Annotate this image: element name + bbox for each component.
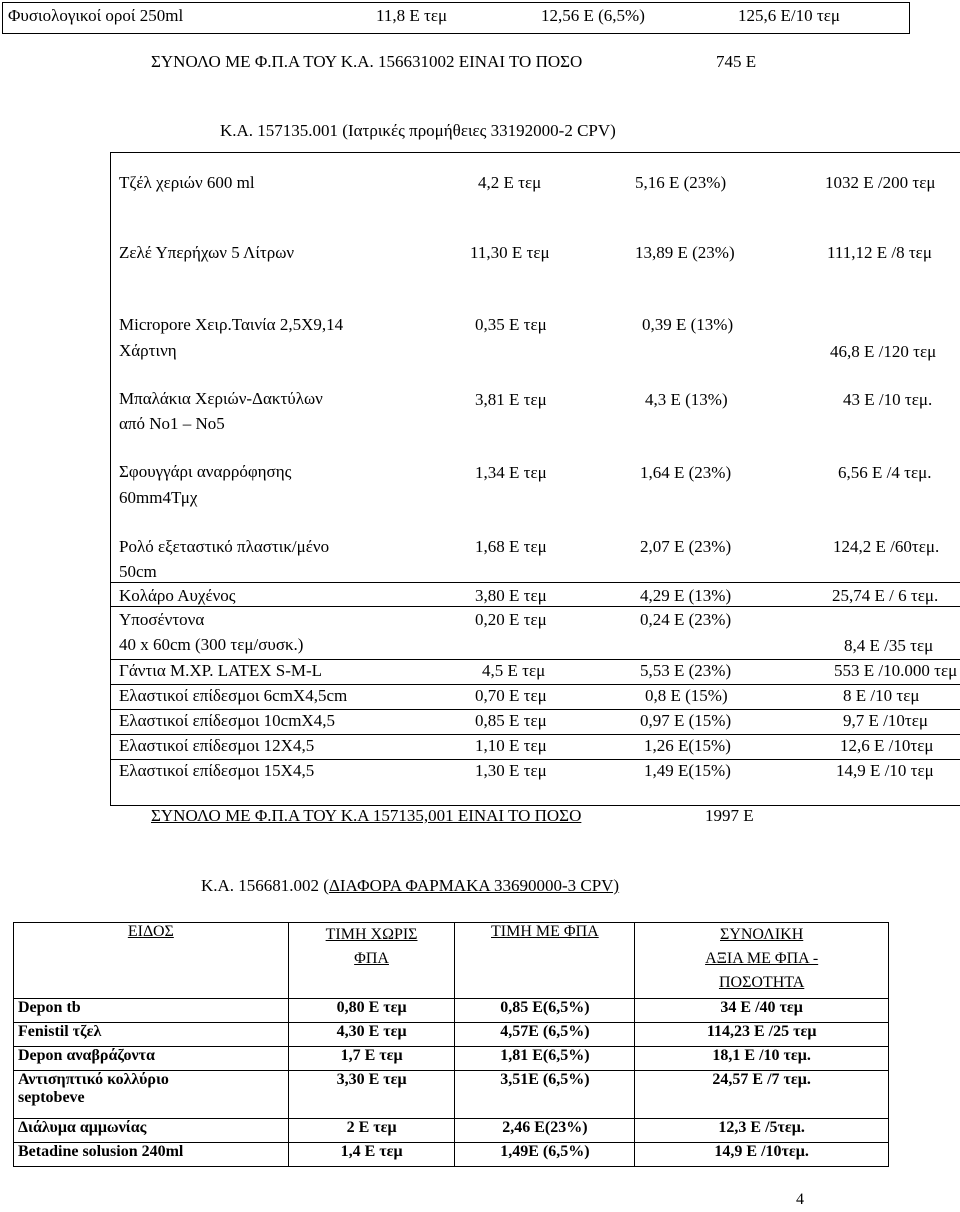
total-line-2-amount: 1997 Ε — [705, 806, 754, 825]
item-name-line-2: 40 x 60cm (300 τεμ/συσκ.) — [119, 635, 304, 654]
total-line-2 — [151, 806, 581, 826]
item-name: Ελαστικοί επίδεσμοι 12Χ4,5 — [119, 736, 315, 755]
table-row — [14, 1119, 889, 1143]
item-vat-price: 1,26 Ε(15%) — [644, 736, 731, 755]
item-name: Τζέλ χεριών 600 ml — [119, 173, 255, 192]
total-line-2-label: ΣΥΝΟΛΟ ΜΕ Φ.Π.Α ΤΟΥ Κ.Α 157135,001 ΕΙΝΑΙ ΤΟ ΠΟΣΟ — [151, 806, 582, 825]
item-name: Ελαστικοί επίδεσμοι 15Χ4,5 — [119, 761, 315, 780]
item-vat-price: 1,64 Ε (23%) — [640, 463, 732, 482]
section-3-heading-underlined: ΔΙΑΦΟΡΑ ΦΑΡΜΑΚΑ 33690000-3 CPV) — [328, 876, 620, 895]
item-name: Υποσέντονα — [119, 610, 205, 629]
header-price-label-2: ΦΠΑ — [354, 950, 389, 967]
drugs-table — [13, 922, 889, 1167]
item-price: 0,20 Ε τεμ — [475, 610, 547, 629]
top-row-vat-price: 12,56 Ε (6,5%) — [541, 6, 645, 25]
item-price: 1,10 Ε τεμ — [475, 736, 547, 755]
item-price: 4,5 Ε τεμ — [482, 661, 546, 680]
item-vat-price: 0,39 Ε (13%) — [642, 315, 734, 334]
item-name: Γάντια Μ.ΧΡ. LATEX S-M-L — [119, 661, 323, 680]
header-total — [635, 923, 889, 999]
page-number: 4 — [796, 1191, 804, 1208]
item-total: 46,8 Ε /120 τεμ — [830, 342, 937, 361]
item-total: 8 Ε /10 τεμ — [843, 686, 920, 705]
item-total: 553 Ε /10.000 τεμ — [834, 661, 958, 680]
header-item-label: ΕΙΔΟΣ — [127, 923, 174, 940]
item-name-line-2: 60mm4Τμχ — [119, 488, 198, 507]
item-total: 6,56 Ε /4 τεμ. — [838, 463, 932, 482]
item-total: 9,7 Ε /10τεμ — [843, 711, 928, 730]
item-vat-price: 4,29 Ε (13%) — [640, 586, 732, 605]
drug-price: 4,30 Ε τεμ — [288, 1023, 455, 1047]
drug-name: Depon αναβράζοντα — [14, 1047, 289, 1071]
item-name: Micropore Χειρ.Ταινία 2,5Χ9,14 — [119, 315, 344, 334]
drug-total: 24,57 Ε /7 τεμ. — [635, 1071, 889, 1119]
drug-name: Fenistil τζελ — [14, 1023, 289, 1047]
item-name: Ζελέ Υπερήχων 5 Λίτρων — [119, 243, 295, 262]
drug-name — [14, 1071, 289, 1119]
section-2-divider — [110, 582, 960, 583]
item-name: Σφουγγάρι αναρρόφησης — [119, 462, 292, 481]
drug-vat-price: 0,85 Ε(6,5%) — [455, 999, 635, 1023]
section-2-divider — [110, 659, 960, 660]
item-vat-price: 1,49 Ε(15%) — [644, 761, 731, 780]
item-price: 3,80 Ε τεμ — [475, 586, 547, 605]
header-vat-price — [455, 923, 635, 999]
drug-total: 14,9 Ε /10τεμ. — [635, 1143, 889, 1167]
item-vat-price: 0,97 Ε (15%) — [640, 711, 732, 730]
total-line-1-amount: 745 Ε — [716, 52, 757, 71]
item-price: 0,35 Ε τεμ — [475, 315, 547, 334]
item-price: 3,81 Ε τεμ — [475, 390, 547, 409]
drug-vat-price: 1,49Ε (6,5%) — [455, 1143, 635, 1167]
drug-price: 0,80 Ε τεμ — [288, 999, 455, 1023]
drug-vat-price: 4,57Ε (6,5%) — [455, 1023, 635, 1047]
drug-total: 34 Ε /40 τεμ — [635, 999, 889, 1023]
drug-total: 114,23 Ε /25 τεμ — [635, 1023, 889, 1047]
item-name: Μπαλάκια Χεριών-Δακτύλων — [119, 389, 323, 408]
item-price: 0,70 Ε τεμ — [475, 686, 547, 705]
item-name: Κολάρο Αυχένος — [119, 586, 236, 605]
top-row-name: Φυσιολογικοί οροί 250ml — [8, 6, 184, 25]
header-price — [288, 923, 455, 999]
item-price: 11,30 Ε τεμ — [470, 243, 550, 262]
item-vat-price: 5,16 Ε (23%) — [635, 173, 727, 192]
item-vat-price: 5,53 Ε (23%) — [640, 661, 732, 680]
drug-total: 18,1 Ε /10 τεμ. — [635, 1047, 889, 1071]
section-2-divider — [110, 709, 960, 710]
item-name: Ρολό εξεταστικό πλαστικ/μένο — [119, 537, 330, 556]
item-vat-price: 0,8 Ε (15%) — [645, 686, 728, 705]
drug-name: Betadine solusion 240ml — [14, 1143, 289, 1167]
table-row — [14, 1143, 889, 1167]
section-2-divider — [110, 606, 960, 607]
item-total: 25,74 Ε / 6 τεμ. — [832, 586, 939, 605]
drug-price: 3,30 Ε τεμ — [288, 1071, 455, 1119]
item-total: 43 Ε /10 τεμ. — [843, 390, 933, 409]
drug-vat-price: 1,81 Ε(6,5%) — [455, 1047, 635, 1071]
item-total: 8,4 Ε /35 τεμ — [844, 636, 934, 655]
drug-total: 12,3 Ε /5τεμ. — [635, 1119, 889, 1143]
table-row — [14, 1071, 889, 1119]
item-price: 1,30 Ε τεμ — [475, 761, 547, 780]
section-2-divider — [110, 734, 960, 735]
item-price: 1,68 Ε τεμ — [475, 537, 547, 556]
item-name-line-2: 50cm — [119, 562, 157, 581]
item-price: 4,2 Ε τεμ — [478, 173, 542, 192]
header-total-label-3: ΠΟΣΟΤΗΤΑ — [718, 974, 805, 991]
drug-price: 1,4 Ε τεμ — [288, 1143, 455, 1167]
item-name-line-2: από Νο1 – Νο5 — [119, 414, 225, 433]
header-vat-price-label: ΤΙΜΗ ΜΕ ΦΠΑ — [491, 923, 599, 940]
drug-vat-price: 3,51Ε (6,5%) — [455, 1071, 635, 1119]
header-total-label-2: ΑΞΙΑ ΜΕ ΦΠΑ - — [705, 950, 819, 967]
top-row-total: 125,6 Ε/10 τεμ — [738, 6, 840, 25]
item-price: 0,85 Ε τεμ — [475, 711, 547, 730]
section-3-heading — [201, 876, 619, 896]
drug-price: 1,7 Ε τεμ — [288, 1047, 455, 1071]
item-total: 1032 Ε /200 τεμ — [825, 173, 936, 192]
drug-name-line-1: Αντισηπτικό κολλύριο — [18, 1071, 169, 1088]
section-3-heading-prefix: Κ.Α. 156681.002 ( — [201, 876, 329, 895]
section-2-divider — [110, 759, 960, 760]
section-2-heading: Κ.Α. 157135.001 (Ιατρικές προμήθειες 33192000-2 CPV) — [220, 121, 616, 140]
item-total: 111,12 Ε /8 τεμ — [827, 243, 932, 262]
header-total-label-1: ΣΥΝΟΛΙΚΗ — [720, 926, 804, 943]
item-price: 1,34 Ε τεμ — [475, 463, 547, 482]
item-vat-price: 4,3 Ε (13%) — [645, 390, 728, 409]
table-row — [14, 1047, 889, 1071]
drug-name-line-2: septobeve — [18, 1089, 85, 1106]
item-name: Ελαστικοί επίδεσμοι 10cmΧ4,5 — [119, 711, 335, 730]
item-name-line-2: Χάρτινη — [119, 341, 177, 360]
top-row-price: 11,8 Ε τεμ — [376, 6, 448, 25]
header-price-label-1: ΤΙΜΗ ΧΩΡΙΣ — [325, 926, 418, 943]
table-header-row — [14, 923, 889, 999]
item-total: 124,2 Ε /60τεμ. — [833, 537, 940, 556]
section-2-divider — [110, 684, 960, 685]
table-row — [14, 1023, 889, 1047]
item-total: 14,9 Ε /10 τεμ — [836, 761, 934, 780]
drug-name: Depon tb — [14, 999, 289, 1023]
item-total: 12,6 Ε /10τεμ — [840, 736, 934, 755]
header-item — [14, 923, 289, 999]
item-name: Ελαστικοί επίδεσμοι 6cmΧ4,5cm — [119, 686, 348, 705]
item-vat-price: 0,24 Ε (23%) — [640, 610, 732, 629]
drug-name: Διάλυμα αμμωνίας — [14, 1119, 289, 1143]
total-line-1: ΣΥΝΟΛΟ ΜΕ Φ.Π.Α ΤΟΥ Κ.Α. 156631002 ΕΙΝΑΙ ΤΟ ΠΟΣΟ — [151, 52, 583, 71]
table-row — [14, 999, 889, 1023]
drug-vat-price: 2,46 Ε(23%) — [455, 1119, 635, 1143]
drug-price: 2 Ε τεμ — [288, 1119, 455, 1143]
item-vat-price: 13,89 Ε (23%) — [635, 243, 735, 262]
item-vat-price: 2,07 Ε (23%) — [640, 537, 732, 556]
